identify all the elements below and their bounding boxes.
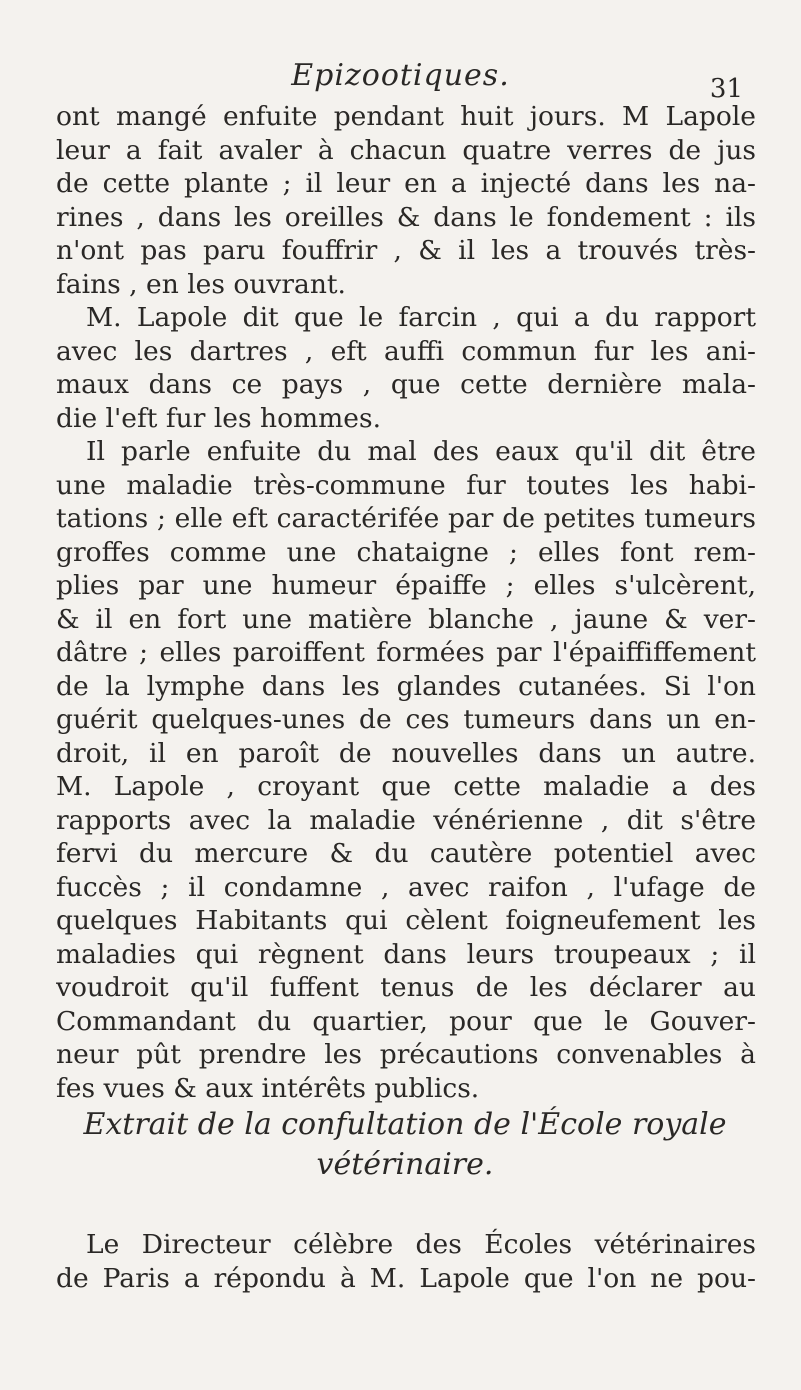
text-line: tations ; elle eft caractérifée par de petites tumeurs	[56, 503, 756, 534]
text-line: ont mangé enfuite pendant huit jours. M Lapole	[56, 101, 756, 132]
text-line: une maladie très-commune fur toutes les habi-	[56, 469, 756, 501]
text-line: Commandant du quartier, pour que le Gouver-	[56, 1005, 756, 1037]
text-line: neur pût prendre les précautions convenables à	[56, 1039, 756, 1070]
text-line: fuccès ; il condamne , avec raifon , l'ufage de	[56, 871, 756, 903]
text-line: plies par une humeur épaiffe ; elles s'ulcèrent,	[56, 570, 756, 601]
text-line: & il en fort une matière blanche , jaune & ver-	[56, 603, 756, 635]
text-line: maladies qui règnent dans leurs troupeaux ; il	[56, 938, 756, 970]
text-line: groffes comme une chataigne ; elles font rem-	[56, 536, 756, 568]
text-line: voudroit qu'il fuffent tenus de les déclarer au	[56, 972, 756, 1003]
text-line: rines , dans les oreilles & dans le fondement : ils	[56, 201, 756, 233]
running-title: Epizootiques.	[291, 58, 510, 93]
text-line: dâtre ; elles paroiffent formées par l'épaiffiffement	[56, 637, 756, 668]
text-line: fervi du mercure & du cautère potentiel avec	[56, 838, 756, 869]
text-line: maux dans ce pays , que cette dernière mala-	[56, 369, 756, 400]
text-line: leur a fait avaler à chacun quatre verres de jus	[56, 134, 756, 166]
text-line: n'ont pas paru fouffrir , & il les a trouvés très-	[56, 235, 756, 266]
text-line: Le Directeur célèbre des Écoles vétérinaires	[86, 1229, 756, 1260]
text-line: quelques Habitants qui cèlent foigneufement les	[56, 905, 756, 936]
text-line: de cette plante ; il leur en a injecté dans les na-	[56, 168, 756, 199]
text-line: M. Lapole dit que le farcin , qui a du rapport	[86, 302, 756, 333]
text-line: droit, il en paroît de nouvelles dans un autre.	[56, 737, 756, 769]
text-line: guérit quelques-unes de ces tumeurs dans un en-	[56, 704, 756, 735]
section-heading	[60, 1105, 750, 1185]
section-heading-line: Extrait de la confultation de l'École royale	[83, 1107, 727, 1142]
text-line: M. Lapole , croyant que cette maladie a des	[56, 771, 756, 802]
text-line: fes vues & aux intérêts publics.	[56, 1072, 480, 1104]
text-line: rapports avec la maladie vénérienne , dit s'être	[56, 804, 756, 836]
closing-text	[56, 1228, 756, 1295]
text-line: de la lymphe dans les glandes cutanées. Si l'on	[56, 670, 756, 702]
text-line: de Paris a répondu à M. Lapole que l'on ne pou-	[56, 1262, 756, 1294]
text-line: fains , en les ouvrant.	[56, 268, 346, 300]
text-line: Il parle enfuite du mal des eaux qu'il dit être	[86, 436, 756, 467]
text-line: avec les dartres , eft auffi commun fur les ani-	[56, 335, 756, 367]
page-number: 31	[709, 74, 743, 104]
body-text	[56, 100, 756, 1105]
section-heading-line: vétérinaire.	[316, 1147, 494, 1182]
text-line: die l'eft fur les hommes.	[56, 402, 382, 434]
